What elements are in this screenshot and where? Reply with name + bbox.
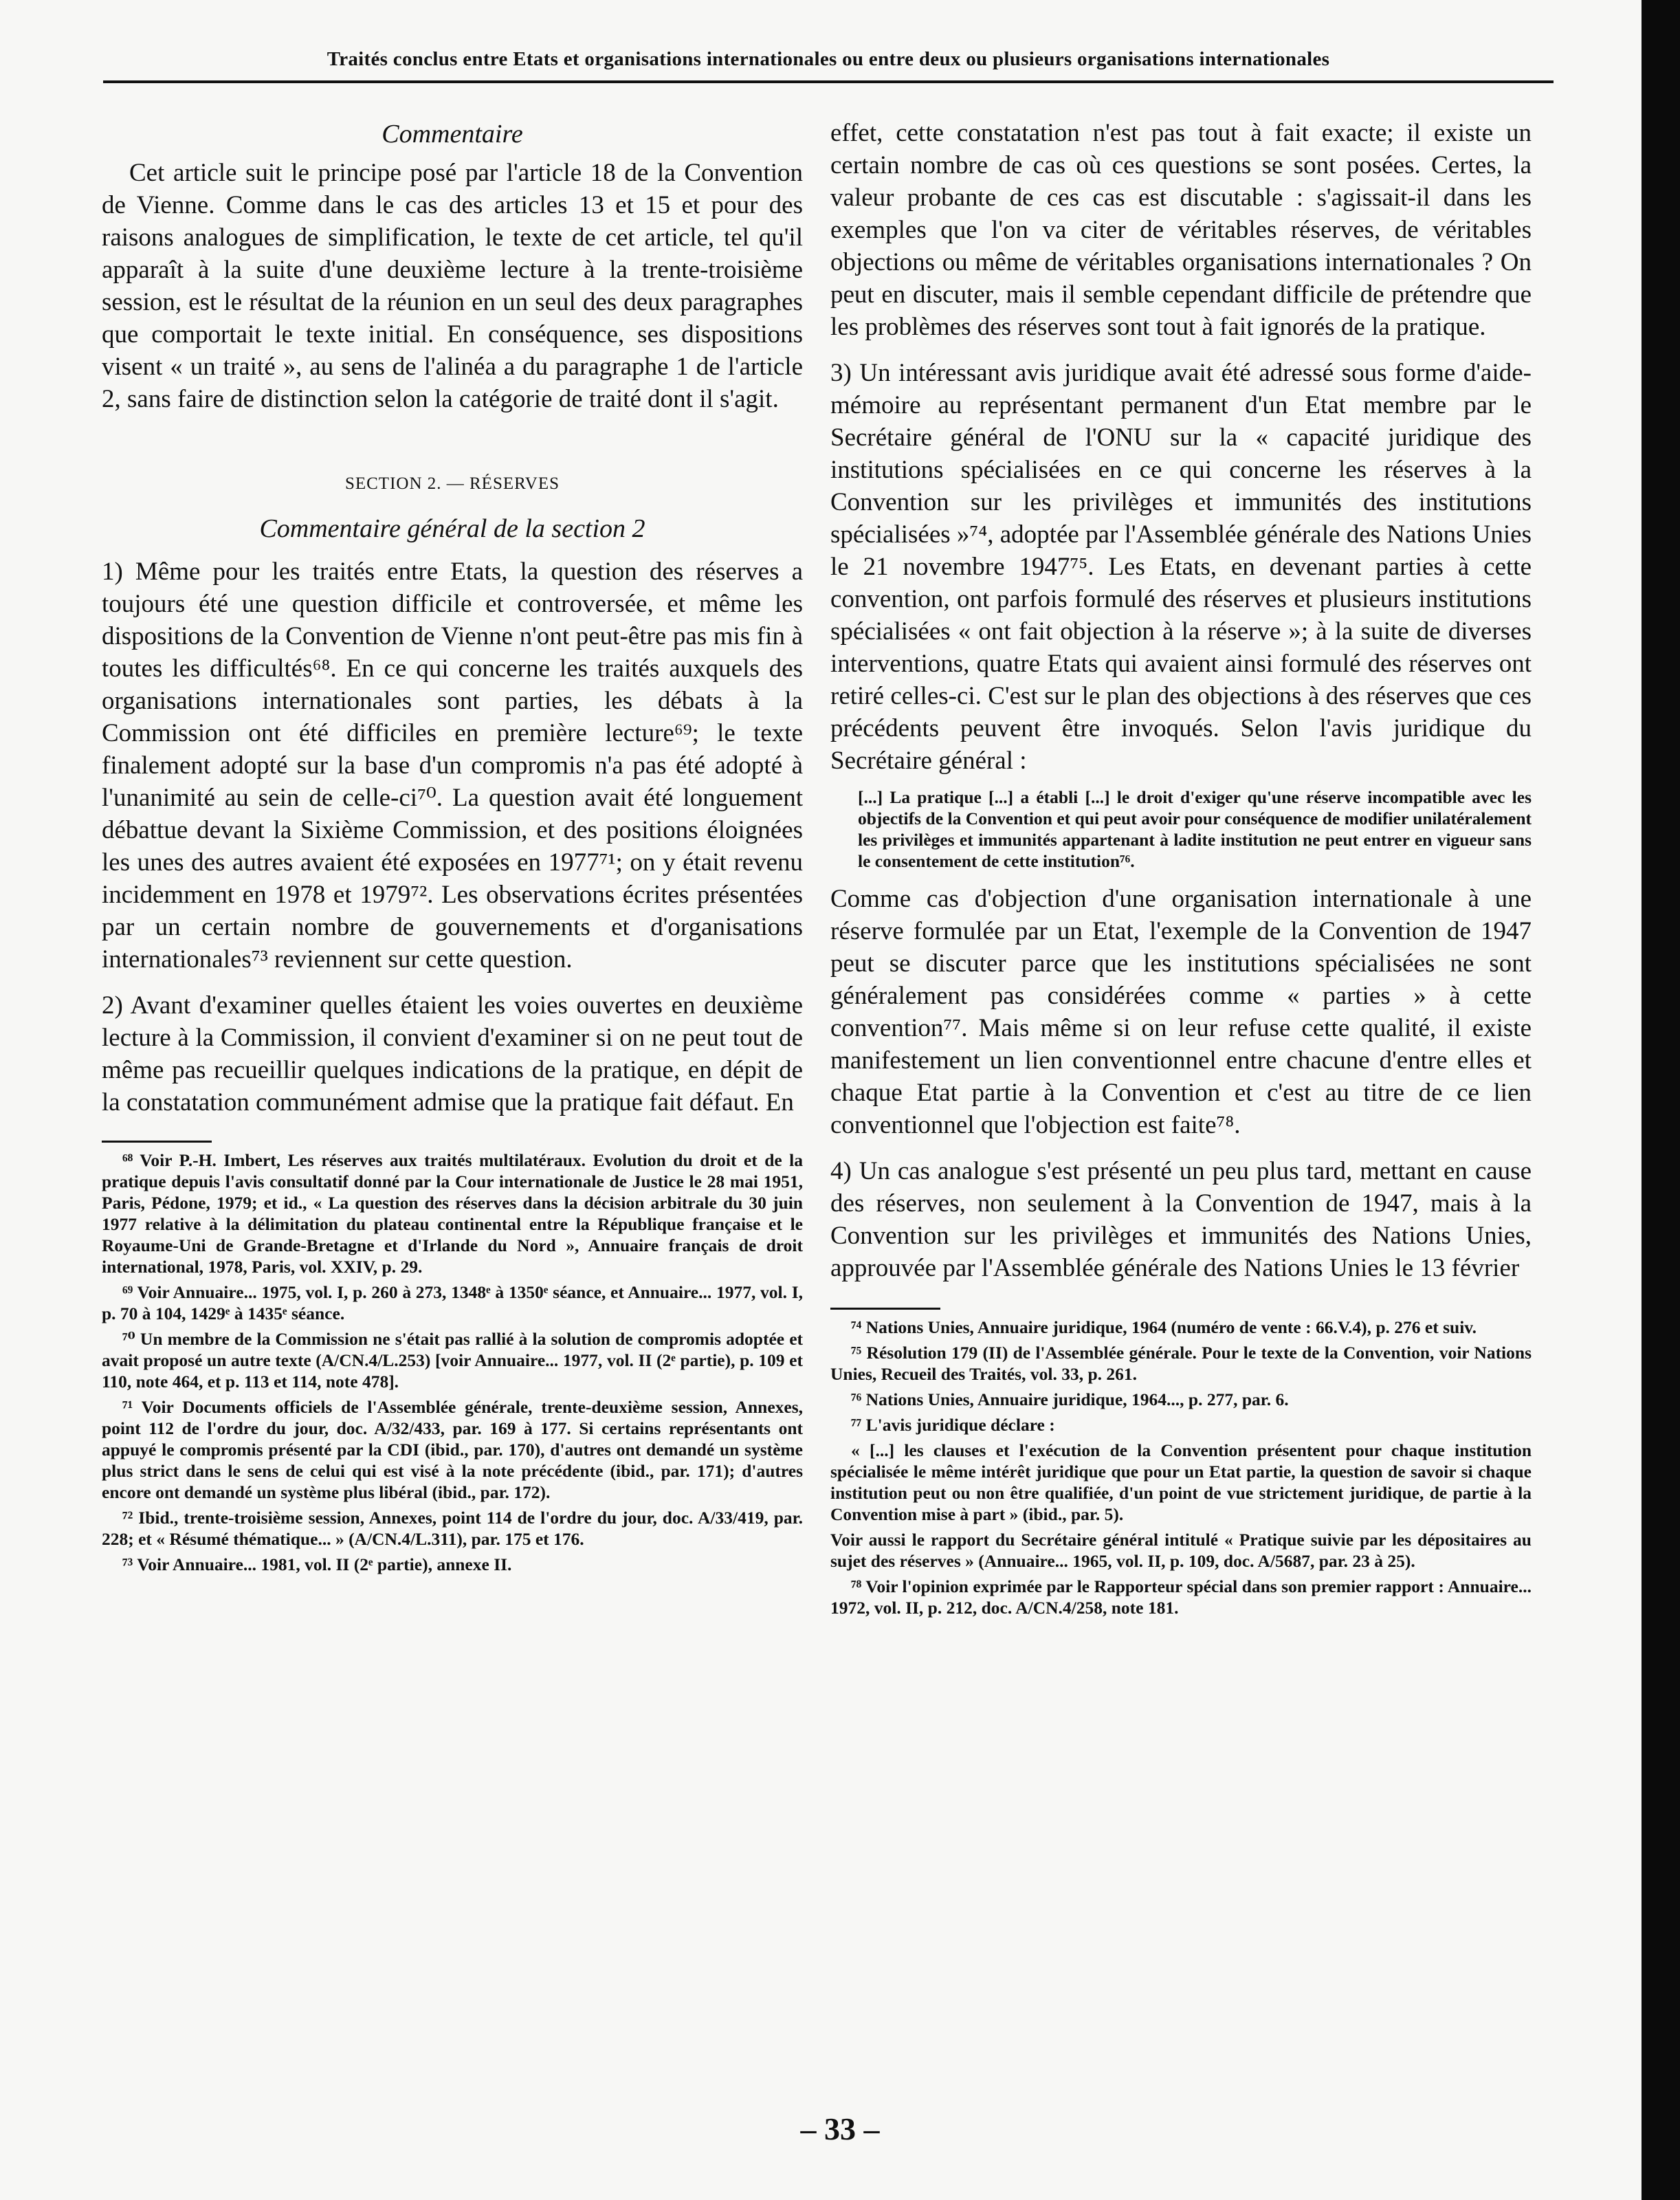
paragraph-2: 2) Avant d'examiner quelles étaient les voies ouvertes en deuxième lecture à la Commission, il convient d'examiner si on ne peut tout de même pas recueillir quelques indications de la pratique, en dépit de la constatation communément admise que la pratique fait défaut. En xyxy=(102,991,803,1116)
footnote-75: ⁷⁵ Résolution 179 (II) de l'Assemblée générale. Pour le texte de la Convention, voir Nations Unies, Recueil des Traités, vol. 33, p. 261. xyxy=(830,1343,1532,1384)
paragraph-1: 1) Même pour les traités entre Etats, la question des réserves a toujours été une question difficile et controversée, et même les dispositions de la Convention de Vienne n'ont peut-être pas mis fin à toutes les difficultés⁶⁸. En ce qui concerne les traités auxquels des organisations internationales sont parties, les débats à la Commission ont été difficiles en première lecture⁶⁹; le texte finalement adopté sur la base d'un compromis n'a pas été adopté à l'unanimité au sein de celle-ci⁷⁰. La question avait été longuement débattue devant la Sixième Commission, et des positions éloignées les unes des autres avaient été exposées en 1977⁷¹; on y était revenu incidemment en 1978 et 1979⁷². Les observations écrites présentées par un certain nombre de gouvernements et d'organisations internationales⁷³ reviennent sur cette question. xyxy=(102,558,803,974)
footnote-rule xyxy=(830,1308,940,1310)
footnote-69: ⁶⁹ Voir Annuaire... 1975, vol. I, p. 260 à 273, 1348ᵉ à 1350ᵉ séance, et Annuaire... 1977, vol. I, p. 70 à 104, 1429ᵉ à 1435ᵉ séance. xyxy=(102,1282,803,1323)
paragraph-3: 3) Un intéressant avis juridique avait été adressé sous forme d'aide-mémoire au représentant permanent d'un Etat membre par le Secrétaire général de l'ONU sur la « capacité juridique des institutions spécialisées en ce qui concerne les réserves à la Convention sur les privilèges et immunités des institutions spécialisées »⁷⁴, adoptée par l'Assemblée générale des Nations Unies le 21 novembre 1947⁷⁵. Les Etats, en devenant parties à cette convention, ont parfois formulé des réserves et plusieurs institutions spécialisées « ont fait objection à la réserve »; à la suite de diverses interventions, quatre Etats qui avaient ainsi formulé des réserves ont retiré celles-ci. C'est sur le plan des objections à des réserves que ces précédents peuvent être invoqués. Selon l'avis juridique du Secrétaire général : xyxy=(830,359,1532,775)
footnote-77-quote: « [...] les clauses et l'exécution de la Convention présentent pour chaque institution spécialisée le même intérêt juridique que pour un Etat partie, la question de savoir si chaque institution peut ou non être qualifiée, d'un point de vue strictement juridique, de partie à la Convention mise à part » (ibid., par. 5). xyxy=(830,1440,1532,1524)
footnote-77-see-also: Voir aussi le rapport du Secrétaire général intitulé « Pratique suivie par les dépositaires au sujet des réserves » (Annuaire... 1965, vol. II, p. 109, doc. A/5687, par. 23 à 25). xyxy=(830,1530,1532,1571)
paragraph-3-continued: Comme cas d'objection d'une organisation internationale à une réserve formulée par un Etat, l'exemple de la Convention de 1947 peut se discuter parce que les institutions spécialisées ne sont généralement pas considérées comme « parties » à cette convention⁷⁷. Mais même si on leur refuse cette qualité, il existe manifestement un lien conventionnel entre chacune d'entre elles et chaque Etat partie à la Convention et c'est au titre de ce lien conventionnel que l'objection est faite⁷⁸. xyxy=(830,885,1532,1139)
paragraph-4: 4) Un cas analogue s'est présenté un peu plus tard, mettant en cause des réserves, non seulement à la Convention de 1947, mais à la Convention sur les privilèges et immunités des Nations Unies, approuvée par l'Assemblée générale des Nations Unies le 13 février xyxy=(830,1157,1532,1282)
footnote-68: ⁶⁸ Voir P.-H. Imbert, Les réserves aux traités multilatéraux. Evolution du droit et de la pratique depuis l'avis consultatif donné par la Cour internationale de Justice le 28 mai 1951, Paris, Pédone, 1979; et id., « La question des réserves dans la décision arbitrale du 30 juin 1977 relative à la délimitation du plateau continental entre la République française et le Royaume-Uni de Grande-Bretagne et d'Irlande du Nord », Annuaire français de droit international, 1978, Paris, vol. XXIV, p. 29. xyxy=(102,1150,803,1277)
footnote-73: ⁷³ Voir Annuaire... 1981, vol. II (2ᵉ partie), annexe II. xyxy=(122,1554,512,1574)
left-footnotes xyxy=(102,1150,803,1575)
footnote-71: ⁷¹ Voir Documents officiels de l'Assemblée générale, trente-deuxième session, Annexes, point 112 de l'ordre du jour, doc. A/32/433, par. 169 à 177. Si certains représentants ont appuyé le compromis présenté par la CDI (ibid., par. 170), d'autres ont demandé un système plus strict dans le sens de celui qui est visé à la note précédente (ibid., par. 171); d'autres encore ont demandé un système plus libéral (ibid., par. 172). xyxy=(102,1397,803,1502)
scan-edge-shadow xyxy=(1642,0,1680,2200)
footnote-76: ⁷⁶ Nations Unies, Annuaire juridique, 1964..., p. 277, par. 6. xyxy=(851,1389,1289,1409)
commentaire-paragraph: Cet article suit le principe posé par l'article 18 de la Convention de Vienne. Comme dans le cas des articles 13 et 15 et pour des raisons analogues de simplification, le texte de cet article, tel qu'il apparaît à la suite d'une deuxième lecture à la trente-troisième session, est le résultat de la réunion en un seul des deux paragraphes que comportait le texte initial. En conséquence, ses dispositions visent « un traité », au sens de l'alinéa a du paragraphe 1 de l'article 2, sans faire de distinction selon la catégorie de traité dont il s'agit. xyxy=(102,159,803,413)
page-number: – 33 – xyxy=(800,2111,880,2146)
document-page xyxy=(82,48,1609,1618)
right-column xyxy=(830,117,1532,1618)
footnote-74: ⁷⁴ Nations Unies, Annuaire juridique, 1964 (numéro de vente : 66.V.4), p. 276 et suiv. xyxy=(851,1317,1477,1337)
footnote-rule xyxy=(102,1141,212,1143)
legal-opinion-quote: [...] La pratique [...] a établi [...] le droit d'exiger qu'une réserve incompatible avec les objectifs de la Convention et qui peut avoir pour conséquence de modifier unilatéralement les privilèges et immunités appartenant à ladite institution ne peut entrer en vigueur sans le consentement de cette institution⁷⁶. xyxy=(858,787,1532,871)
paragraph-continuation: effet, cette constatation n'est pas tout à fait exacte; il existe un certain nombre de cas où ces questions se sont posées. Certes, la valeur probante de ces cas est discutable : s'agissait-il dans les exemples que l'on va citer de véritables réserves, de véritables objections ou même de véritables organisations internationales ? On peut en discuter, mais il semble cependant difficile de prétendre que les problèmes des réserves sont tout à fait ignorés de la pratique. xyxy=(830,119,1532,341)
running-header: Traités conclus entre Etats et organisations internationales ou entre deux ou plusieurs organisations internationales xyxy=(103,48,1554,83)
footnote-72: ⁷² Ibid., trente-troisième session, Annexes, point 114 de l'ordre du jour, doc. A/33/419, par. 228; et « Résumé thématique... » (A/CN.4/L.311), par. 175 et 176. xyxy=(102,1508,803,1549)
left-column xyxy=(102,117,803,1575)
right-footnotes xyxy=(830,1317,1532,1618)
section-title: SECTION 2. — RÉSERVES xyxy=(344,474,560,493)
footnote-78: ⁷⁸ Voir l'opinion exprimée par le Rapporteur spécial dans son premier rapport : Annuaire... 1972, vol. II, p. 212, doc. A/CN.4/258, note 181. xyxy=(830,1576,1532,1618)
section-commentary-heading: Commentaire général de la section 2 xyxy=(259,514,645,543)
commentaire-heading: Commentaire xyxy=(382,120,523,148)
footnote-77: ⁷⁷ L'avis juridique déclare : xyxy=(851,1415,1055,1435)
footnote-70: ⁷⁰ Un membre de la Commission ne s'était pas rallié à la solution de compromis adoptée et avait proposé un autre texte (A/CN.4/L.253) [voir Annuaire... 1977, vol. II (2ᵉ partie), p. 109 et 110, note 464, et p. 113 et 114, note 478]. xyxy=(102,1329,803,1392)
